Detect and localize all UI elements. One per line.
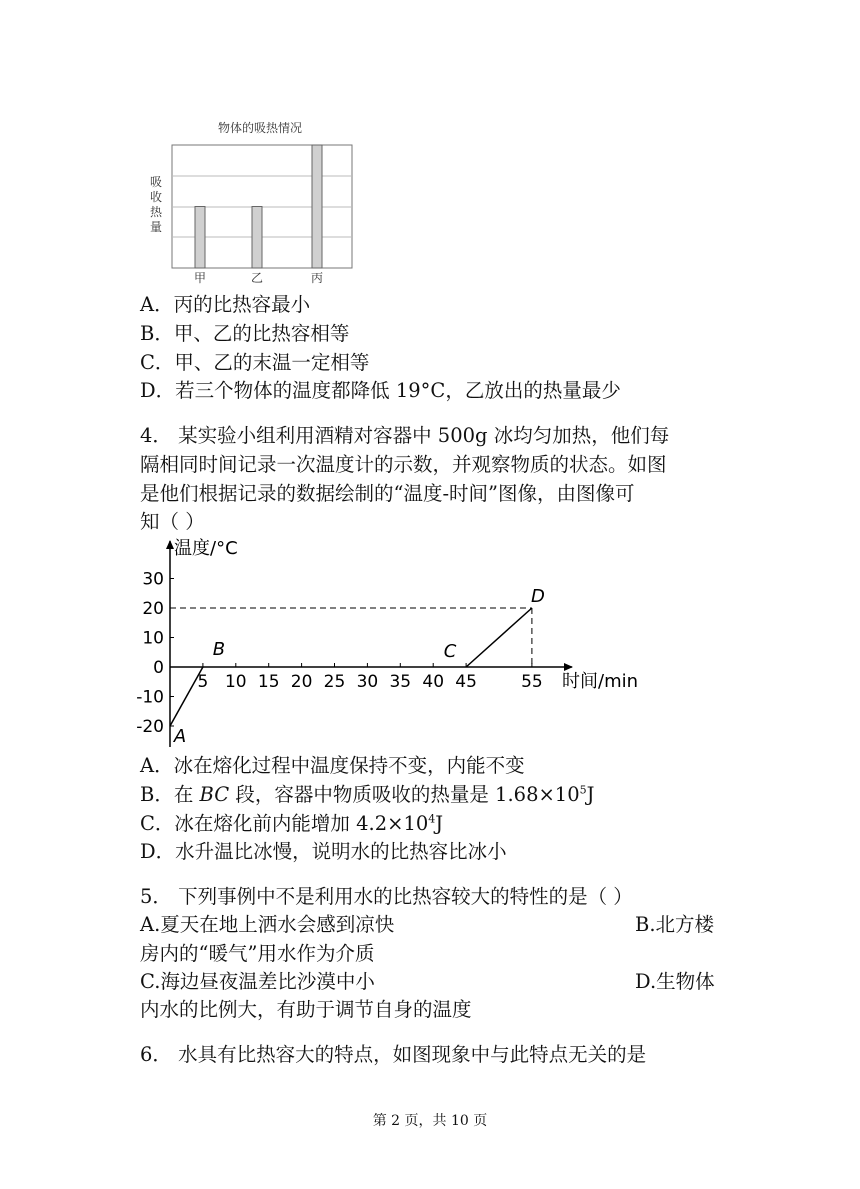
x-tick-label: 15 bbox=[257, 672, 280, 692]
svg-text:量: 量 bbox=[150, 220, 163, 234]
q4-stem-line-3: 是他们根据记录的数据绘制的“温度-时间”图像，由图像可 bbox=[140, 482, 635, 505]
bar-chart-figure bbox=[140, 115, 370, 290]
bar-chart-title: 物体的吸热情况 bbox=[217, 121, 303, 135]
y-tick-label: 30 bbox=[142, 569, 164, 590]
x-tick-label: 20 bbox=[290, 672, 313, 692]
q4-option-b-unit: J bbox=[586, 783, 595, 806]
q5-option-b-start: B.北方楼 bbox=[635, 913, 715, 936]
q5-option-c: C.海边昼夜温差比沙漠中小 bbox=[140, 970, 375, 993]
q5-stem: 5． 下列事例中不是利用水的比热容较大的特性的是（ ） bbox=[140, 885, 633, 908]
q6-stem: 6． 水具有比热容大的特点，如图现象中与此特点无关的是 bbox=[140, 1043, 647, 1066]
segment-AB bbox=[170, 667, 203, 726]
q5-option-d-start: D.生物体 bbox=[635, 970, 715, 993]
x-tick-label: 45 bbox=[455, 672, 477, 692]
bar-label-甲: 甲 bbox=[193, 271, 207, 285]
bar-label-丙: 丙 bbox=[310, 271, 324, 285]
y-tick-label: 10 bbox=[142, 628, 164, 649]
q4-option-a: A．冰在熔化过程中温度保持不变，内能不变 bbox=[140, 754, 525, 777]
x-tick-label: 35 bbox=[389, 672, 412, 692]
temperature-time-graph bbox=[136, 535, 660, 753]
q4-stem-line-1: 4． 某实验小组利用酒精对容器中 500g 冰均匀加热，他们每 bbox=[140, 424, 670, 447]
q5-option-b-cont: 房内的“暖气”用水作为介质 bbox=[140, 942, 375, 965]
q4-option-c-prefix: C．冰在熔化前内能增加 4.2×10 bbox=[140, 812, 429, 835]
x-axis-label: 时间/min bbox=[562, 671, 639, 692]
x-tick-label: 55 bbox=[521, 672, 543, 692]
origin-zero-label: 0 bbox=[153, 658, 164, 678]
q4-option-b-prefix: B．在 bbox=[140, 783, 200, 806]
y-tick-label: -10 bbox=[136, 687, 164, 708]
svg-text:吸: 吸 bbox=[150, 175, 163, 189]
bar-label-乙: 乙 bbox=[250, 271, 264, 285]
y-tick-label: -20 bbox=[136, 717, 164, 737]
q4-option-b-middle: 段，容器中物质吸收的热量是 1.68×10 bbox=[229, 783, 580, 806]
segment-CD bbox=[466, 608, 532, 667]
q5-option-d-cont: 内水的比例大，有助于调节自身的温度 bbox=[140, 998, 472, 1021]
y-tick-label: 20 bbox=[142, 599, 164, 619]
point-label-C: C bbox=[443, 641, 457, 662]
q4-option-c bbox=[140, 810, 443, 838]
q4-stem-line-4: 知（ ） bbox=[140, 510, 205, 533]
svg-text:收: 收 bbox=[150, 190, 163, 204]
q3-option-c: C．甲、乙的末温一定相等 bbox=[140, 351, 370, 374]
bar-乙 bbox=[252, 207, 262, 269]
q5-option-a: A.夏天在地上洒水会感到凉快 bbox=[140, 913, 395, 936]
svg-text:热: 热 bbox=[150, 205, 163, 219]
x-tick-label: 10 bbox=[224, 672, 247, 692]
x-tick-label: 25 bbox=[323, 672, 346, 692]
q4-option-d: D．水升温比冰慢，说明水的比热容比冰小 bbox=[140, 840, 507, 863]
q4-option-b-exponent: 5 bbox=[579, 783, 587, 797]
y-axis-label: 温度/°C bbox=[174, 538, 238, 559]
point-label-A: A bbox=[173, 726, 187, 747]
q4-option-c-unit: J bbox=[435, 812, 444, 835]
q4-option-b-segment: BC bbox=[199, 783, 230, 806]
q3-option-a: A．丙的比热容最小 bbox=[140, 293, 311, 316]
q4-option-c-exponent: 4 bbox=[428, 812, 436, 826]
bar-丙 bbox=[312, 145, 322, 268]
point-label-D: D bbox=[530, 586, 545, 607]
x-tick-label: 40 bbox=[422, 672, 445, 692]
x-tick-label: 5 bbox=[197, 672, 209, 692]
page-footer: 第 2 页，共 10 页 bbox=[372, 1113, 488, 1129]
point-label-B: B bbox=[212, 639, 226, 660]
q4-stem-line-2: 隔相同时间记录一次温度计的示数，并观察物质的状态。如图 bbox=[140, 453, 667, 476]
x-tick-label: 30 bbox=[356, 672, 379, 692]
q4-option-b bbox=[140, 781, 594, 809]
bar-chart-ylabel bbox=[150, 175, 163, 234]
q3-option-b: B．甲、乙的比热容相等 bbox=[140, 322, 350, 345]
bar-甲 bbox=[195, 207, 205, 269]
q3-option-d: D．若三个物体的温度都降低 19°C，乙放出的热量最少 bbox=[140, 379, 621, 402]
